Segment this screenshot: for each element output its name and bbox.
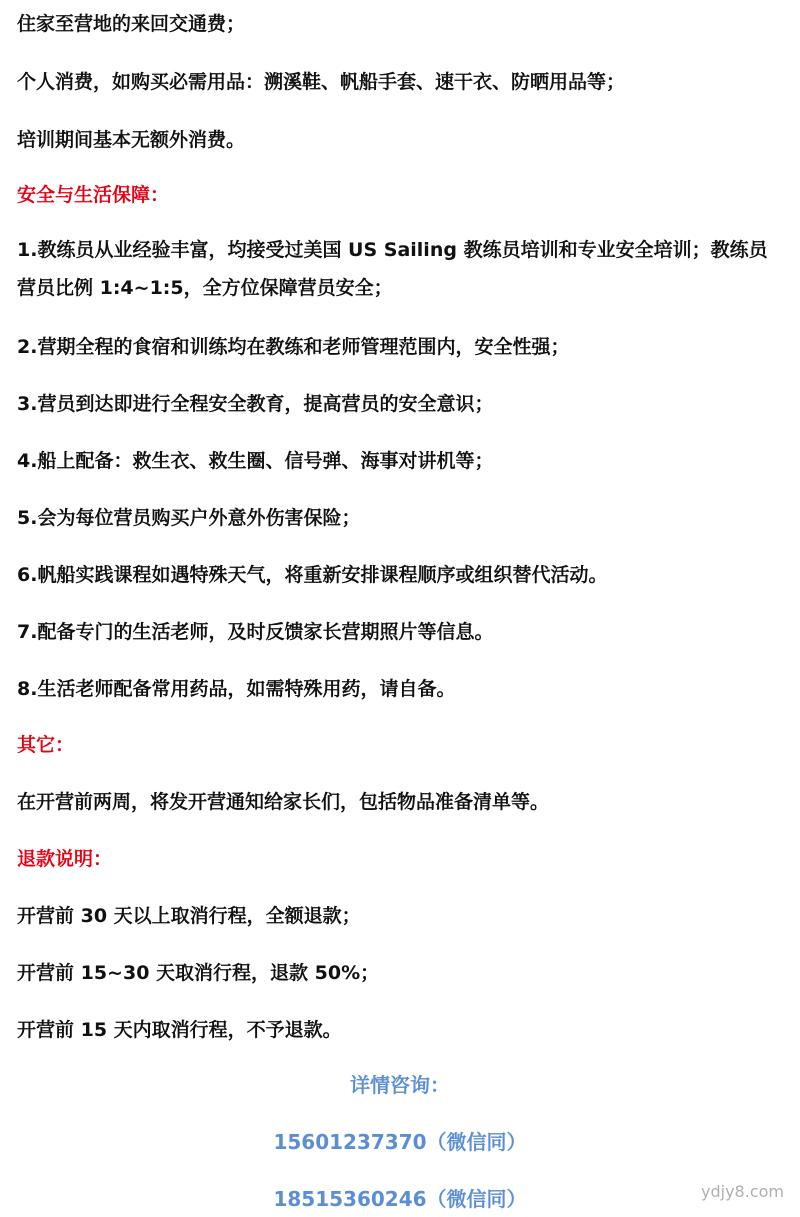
contact-phone-2: 18515360246（微信同）	[273, 1187, 527, 1211]
contact-phone-1: 15601237370（微信同）	[273, 1130, 527, 1154]
refund-item-2: 开营前 15~30 天取消行程，退款 50%；	[17, 962, 380, 984]
other-text: 在开营前两周，将发开营通知给家长们，包括物品准备清单等。	[17, 791, 550, 813]
refund-item-3: 开营前 15 天内取消行程，不予退款。	[17, 1019, 342, 1041]
safety-item-6: 6.帆船实践课程如遇特殊天气，将重新安排课程顺序或组织替代活动。	[17, 564, 608, 586]
refund-heading: 退款说明：	[17, 848, 113, 870]
safety-item-4: 4.船上配备：救生衣、救生圈、信号弹、海事对讲机等；	[17, 450, 494, 472]
safety-item-1: 1.教练员从业经验丰富，均接受过美国 US Sailing 教练员培训和专业安全培训；教练员营员比例 1:4~1:5，全方位保障营员安全；	[17, 239, 768, 299]
safety-item-5: 5.会为每位营员购买户外意外伤害保险；	[17, 507, 361, 529]
safety-item-3: 3.营员到达即进行全程安全教育，提高营员的安全意识；	[17, 393, 494, 415]
other-heading: 其它：	[17, 734, 75, 756]
site-watermark: ydjy8.com	[701, 1182, 784, 1201]
safety-heading: 安全与生活保障：	[17, 184, 170, 206]
contact-heading: 详情咨询：	[350, 1073, 450, 1097]
safety-item-2: 2.营期全程的食宿和训练均在教练和老师管理范围内，安全性强；	[17, 336, 570, 358]
cost-transport: 住家至营地的来回交通费；	[17, 13, 246, 35]
refund-item-1: 开营前 30 天以上取消行程，全额退款；	[17, 905, 361, 927]
safety-item-7: 7.配备专门的生活老师，及时反馈家长营期照片等信息。	[17, 621, 494, 643]
cost-no-extra: 培训期间基本无额外消费。	[17, 129, 246, 151]
safety-item-8: 8.生活老师配备常用药品，如需特殊用药，请自备。	[17, 678, 456, 700]
cost-personal: 个人消费，如购买必需用品：溯溪鞋、帆船手套、速干衣、防晒用品等；	[17, 71, 626, 93]
